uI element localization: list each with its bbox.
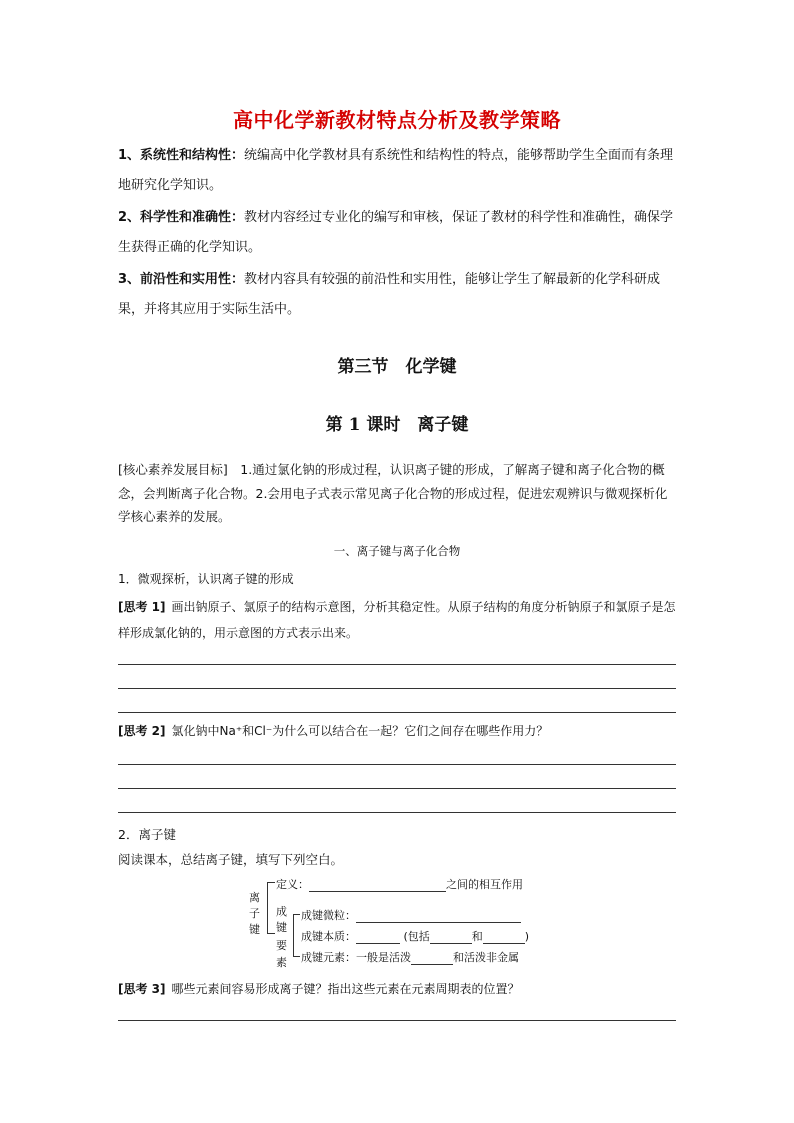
elements-blank[interactable] (411, 953, 453, 965)
branch-char: 要 (276, 939, 287, 952)
ionic-bond-diagram (243, 874, 563, 974)
essence-blank[interactable] (356, 932, 400, 944)
essence-paren-open: (包括 (403, 930, 430, 943)
think-2-tag: [思考 2] (118, 724, 166, 738)
branch-char: 键 (276, 921, 287, 934)
part-heading: 一、离子键与离子化合物 (333, 544, 461, 558)
think-3-text: 哪些元素间容易形成离子键？指出这些元素在元素周期表的位置？ (171, 982, 520, 996)
lesson-title: 第 1 课时 离子键 (325, 415, 469, 435)
think-1-text: 画出钠原子、氯原子的结构示意图，分析其稳定性。从原子结构的角度分析钠原子和氯原子是怎样形成氯化钠的，用示意图的方式表示出来。 (118, 600, 676, 640)
document-title: 高中化学新教材特点分析及教学策略 (233, 108, 561, 132)
essence-label: 成键本质： (301, 930, 356, 943)
brace-sub-bottom (293, 956, 300, 957)
think-1 (118, 594, 678, 646)
brace-main (267, 882, 268, 933)
brace-main-bottom (267, 933, 275, 934)
particle-row (301, 907, 521, 923)
brace-sub (293, 914, 294, 956)
essence-blank-b[interactable] (483, 932, 525, 944)
feature-3-label: 3、前沿性和实用性： (118, 272, 245, 287)
brace-main-top (267, 882, 275, 883)
feature-1 (118, 141, 678, 201)
elements-row (301, 949, 519, 965)
essence-paren-close: ) (524, 930, 530, 943)
answer-line[interactable] (118, 1020, 676, 1021)
section-title: 第三节 化学键 (337, 357, 457, 377)
think-1-tag: [思考 1] (118, 600, 166, 614)
definition-row (276, 876, 523, 892)
answer-line[interactable] (118, 788, 676, 789)
core-goal (118, 458, 678, 529)
root-char: 键 (249, 923, 260, 936)
root-char: 离 (249, 891, 260, 904)
definition-prefix: 定义： (276, 878, 309, 891)
core-goal-tag: [核心素养发展目标] (118, 462, 228, 477)
feature-2-label: 2、科学性和准确性： (118, 210, 245, 225)
read-instruction: 阅读课本，总结离子键，填写下列空白。 (118, 852, 344, 867)
feature-3-text: 教材内容具有较强的前沿性和实用性，能够让学生了解最新的化学科研成果，并将其应用于实际生活中。 (118, 272, 661, 317)
root-char: 子 (249, 907, 260, 920)
feature-2-text: 教材内容经过专业化的编写和审核，保证了教材的科学性和准确性，确保学生获得正确的化学知识。 (118, 210, 674, 255)
think-2-text: 氯化钠中Na⁺和Cl⁻为什么可以结合在一起？它们之间存在哪些作用力？ (171, 724, 549, 738)
feature-2 (118, 203, 678, 263)
feature-1-text: 统编高中化学教材具有系统性和结构性的特点，能够帮助学生全面而有条理地研究化学知识。 (118, 148, 674, 193)
answer-line[interactable] (118, 764, 676, 765)
answer-line[interactable] (118, 664, 676, 665)
answer-line[interactable] (118, 688, 676, 689)
think-3-tag: [思考 3] (118, 982, 166, 996)
feature-1-label: 1、系统性和结构性： (118, 148, 245, 163)
particle-blank[interactable] (356, 911, 521, 923)
branch-char: 成 (276, 905, 287, 918)
feature-3 (118, 265, 678, 325)
brace-sub-top (293, 914, 300, 915)
branch-char: 素 (276, 956, 287, 969)
elements-prefix: 成键元素：一般是活泼 (301, 951, 411, 964)
definition-suffix: 之间的相互作用 (446, 878, 523, 891)
answer-line[interactable] (118, 712, 676, 713)
think-3 (118, 976, 678, 1002)
answer-line[interactable] (118, 812, 676, 813)
item-2-heading: 2．离子键 (118, 827, 176, 842)
essence-blank-a[interactable] (430, 932, 472, 944)
definition-blank[interactable] (309, 880, 446, 892)
item-1-heading: 1．微观探析，认识离子键的形成 (118, 572, 294, 586)
essence-row (301, 928, 529, 944)
core-goal-text: 1.通过氯化钠的形成过程，认识离子键的形成，了解离子键和离子化合物的概念，会判断离子化合物。2.会用电子式表示常见离子化合物的形成过程，促进宏观辨识与微观探析化学核心素养的发展。 (118, 462, 668, 524)
essence-and: 和 (471, 930, 483, 943)
think-2 (118, 718, 678, 744)
elements-suffix: 和活泼非金属 (453, 951, 519, 964)
particle-label: 成键微粒： (301, 909, 356, 922)
